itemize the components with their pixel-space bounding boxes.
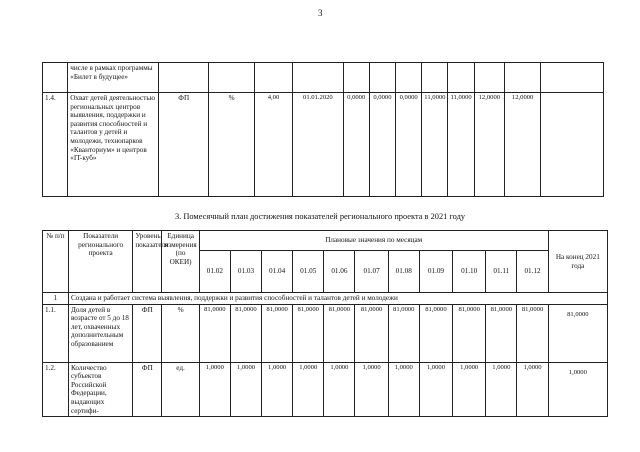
- row-number: 1.2.: [43, 362, 69, 417]
- value-cell: 81,0000: [293, 304, 324, 362]
- value-cell: 81,0000: [262, 304, 293, 362]
- section-title: 3. Помесячный план достижения показателей регионального проекта в 2021 году: [174, 212, 466, 221]
- page-number: 3: [318, 8, 323, 18]
- table-row: [43, 93, 604, 197]
- indicator-name: Доля детей в возрасте от 5 до 18 лет, охваченных дополнительным образованием: [68, 304, 132, 362]
- indicator-name: Количество субъектов Российской Федерации, выдающих сертифи-: [68, 362, 132, 417]
- indicators-table-continued: [42, 62, 604, 197]
- base-value: 4,00: [254, 93, 292, 197]
- value-cell: 1,0000: [230, 362, 261, 417]
- indicator-unit: [209, 63, 254, 93]
- value-cell: [474, 63, 504, 93]
- value-cell: 11,0000: [422, 93, 448, 197]
- value-cell: 0,0000: [369, 93, 395, 197]
- value-cell: 81,0000: [199, 304, 230, 362]
- col-header-number: № п/п: [43, 231, 69, 293]
- month-header: 01.08: [388, 251, 419, 293]
- month-header: 01.10: [453, 251, 486, 293]
- indicator-unit: %: [209, 93, 254, 197]
- value-cell: 1,0000: [262, 362, 293, 417]
- value-cell: 1,0000: [486, 362, 517, 417]
- month-header: 01.03: [230, 251, 261, 293]
- row-number: [43, 63, 68, 93]
- col-header-end: На конец 2021 года: [548, 231, 607, 293]
- value-cell: 1,0000: [453, 362, 486, 417]
- col-header-level: Уровень показателя: [133, 231, 162, 293]
- value-cell: [369, 63, 395, 93]
- value-cell: 81,0000: [486, 304, 517, 362]
- col-header-name: Показатели регионального проекта: [68, 231, 132, 293]
- monthly-plan-table: [42, 230, 608, 417]
- row-number: 1.4.: [43, 93, 68, 197]
- base-date: 01.01.2020: [293, 93, 343, 197]
- value-cell: 81,0000: [355, 304, 388, 362]
- month-header: 01.12: [517, 251, 548, 293]
- value-cell: 1,0000: [324, 362, 355, 417]
- header-row: [43, 231, 608, 251]
- value-cell: 0,0000: [343, 93, 369, 197]
- col-header-unit: Единица измерения (по ОКЕИ): [162, 231, 199, 293]
- value-cell: [343, 63, 369, 93]
- indicator-unit: %: [162, 304, 199, 362]
- value-cell: 1,0000: [293, 362, 324, 417]
- value-cell: 1,0000: [199, 362, 230, 417]
- month-header: 01.04: [262, 251, 293, 293]
- value-cell: 81,0000: [230, 304, 261, 362]
- value-cell: 81,0000: [419, 304, 452, 362]
- table-row: [43, 63, 604, 93]
- value-cell: 12,0000: [504, 93, 540, 197]
- value-cell: [396, 63, 422, 93]
- month-header: 01.07: [355, 251, 388, 293]
- indicator-unit: ед.: [162, 362, 199, 417]
- value-cell: [504, 63, 540, 93]
- value-cell: 11,0000: [448, 93, 474, 197]
- value-cell: 81,0000: [453, 304, 486, 362]
- value-cell: 81,0000: [324, 304, 355, 362]
- col-header-plan: Плановые значения по месяцам: [199, 231, 548, 251]
- month-header: 01.05: [293, 251, 324, 293]
- indicator-name: Охват детей деятельностью региональных центров выявления, поддержки и развития способностей и талантов у детей и молодежи, технопарков «Кванториум» и центров «IT-куб»: [68, 93, 159, 197]
- table-row: [43, 362, 608, 417]
- value-cell: [448, 63, 474, 93]
- value-cell: 1,0000: [419, 362, 452, 417]
- value-cell: 81,0000: [388, 304, 419, 362]
- value-cell: 1,0000: [517, 362, 548, 417]
- section-number: 1: [43, 293, 69, 305]
- indicator-level: ФП: [133, 362, 162, 417]
- value-cell: 81,0000: [517, 304, 548, 362]
- month-header: 01.06: [324, 251, 355, 293]
- month-header: 01.11: [486, 251, 517, 293]
- value-cell: [541, 63, 604, 93]
- value-cell: [422, 63, 448, 93]
- end-value: 1,0000: [548, 362, 607, 417]
- section-text: Создана и работает система выявления, поддержки и развития способностей и талантов детей и молодежи: [68, 293, 607, 305]
- indicator-level: [159, 63, 209, 93]
- indicator-level: ФП: [133, 304, 162, 362]
- value-cell: 1,0000: [355, 362, 388, 417]
- base-date: [293, 63, 343, 93]
- row-number: 1.1.: [43, 304, 69, 362]
- indicator-level: ФП: [159, 93, 209, 197]
- month-header: 01.02: [199, 251, 230, 293]
- value-cell: 1,0000: [388, 362, 419, 417]
- month-header: 01.09: [419, 251, 452, 293]
- value-cell: [541, 93, 604, 197]
- table-row: [43, 304, 608, 362]
- section-row: [43, 293, 608, 305]
- end-value: 81,0000: [548, 304, 607, 362]
- value-cell: 12,0000: [474, 93, 504, 197]
- value-cell: 0,0000: [396, 93, 422, 197]
- indicator-name: числе в рамках программы «Билет в будущее»: [68, 63, 159, 93]
- base-value: [254, 63, 292, 93]
